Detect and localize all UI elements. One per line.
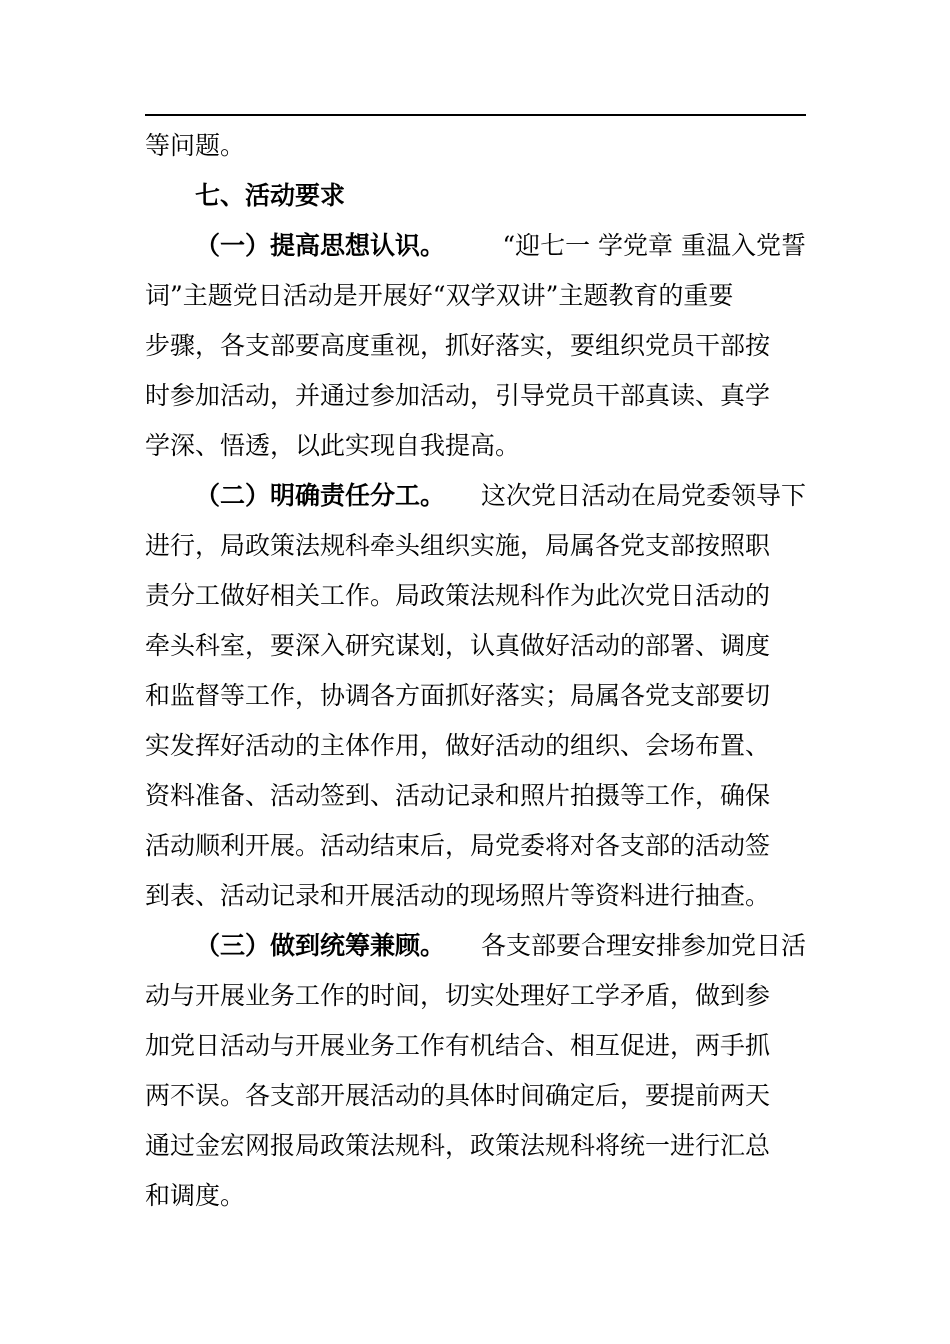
text-line: 活动顺利开展。活动结束后，局党委将对各支部的活动签 xyxy=(145,831,771,860)
text-line: 两不误。各支部开展活动的具体时间确定后，要提前两天 xyxy=(145,1081,771,1110)
header-rule xyxy=(145,114,806,116)
subsection-lead: （三）做到统筹兼顾。 xyxy=(195,931,446,960)
text-line: 通过金宏网报局政策法规科，政策法规科将统一进行汇总 xyxy=(145,1131,771,1160)
subsection-lead: （一）提高思想认识。 xyxy=(195,231,446,260)
text-line: 到表、活动记录和开展活动的现场照片等资料进行抽查。 xyxy=(145,881,771,910)
text-line: （三）做到统筹兼顾。 各支部要合理安排参加党日活 xyxy=(145,921,806,971)
text-line: 进行，局政策法规科牵头组织实施，局属各党支部按照职 xyxy=(145,531,771,560)
text-line: 实发挥好活动的主体作用，做好活动的组织、会场布置、 xyxy=(145,731,771,760)
text-line: （二）明确责任分工。 这次党日活动在局党委领导下 xyxy=(145,471,806,521)
text-line: 和监督等工作，协调各方面抓好落实；局属各党支部要切 xyxy=(145,681,771,710)
section-heading: 七、活动要求 xyxy=(195,181,346,210)
text-line: 学深、悟透，以此实现自我提高。 xyxy=(145,431,521,460)
text-line: 等问题。 xyxy=(145,131,246,160)
document-body xyxy=(145,121,806,1221)
text-line: 和调度。 xyxy=(145,1181,246,1210)
text-line: （一）提高思想认识。 “迎七一 学党章 重温入党誓 xyxy=(145,221,806,271)
text-line: 动与开展业务工作的时间，切实处理好工学矛盾，做到参 xyxy=(145,981,771,1010)
text-line: 牵头科室，要深入研究谋划，认真做好活动的部署、调度 xyxy=(145,631,771,660)
subsection-lead: （二）明确责任分工。 xyxy=(195,481,446,510)
text-line: 时参加活动，并通过参加活动，引导党员干部真读、真学 xyxy=(145,381,771,410)
text-line: 步骤，各支部要高度重视，抓好落实，要组织党员干部按 xyxy=(145,331,771,360)
text-line: 责分工做好相关工作。局政策法规科作为此次党日活动的 xyxy=(145,581,771,610)
text-line: 资料准备、活动签到、活动记录和照片拍摄等工作，确保 xyxy=(145,781,771,810)
text-line: 加党日活动与开展业务工作有机结合、相互促进，两手抓 xyxy=(145,1031,771,1060)
text-line: 词”主题党日活动是开展好“双学双讲”主题教育的重要 xyxy=(145,281,734,310)
